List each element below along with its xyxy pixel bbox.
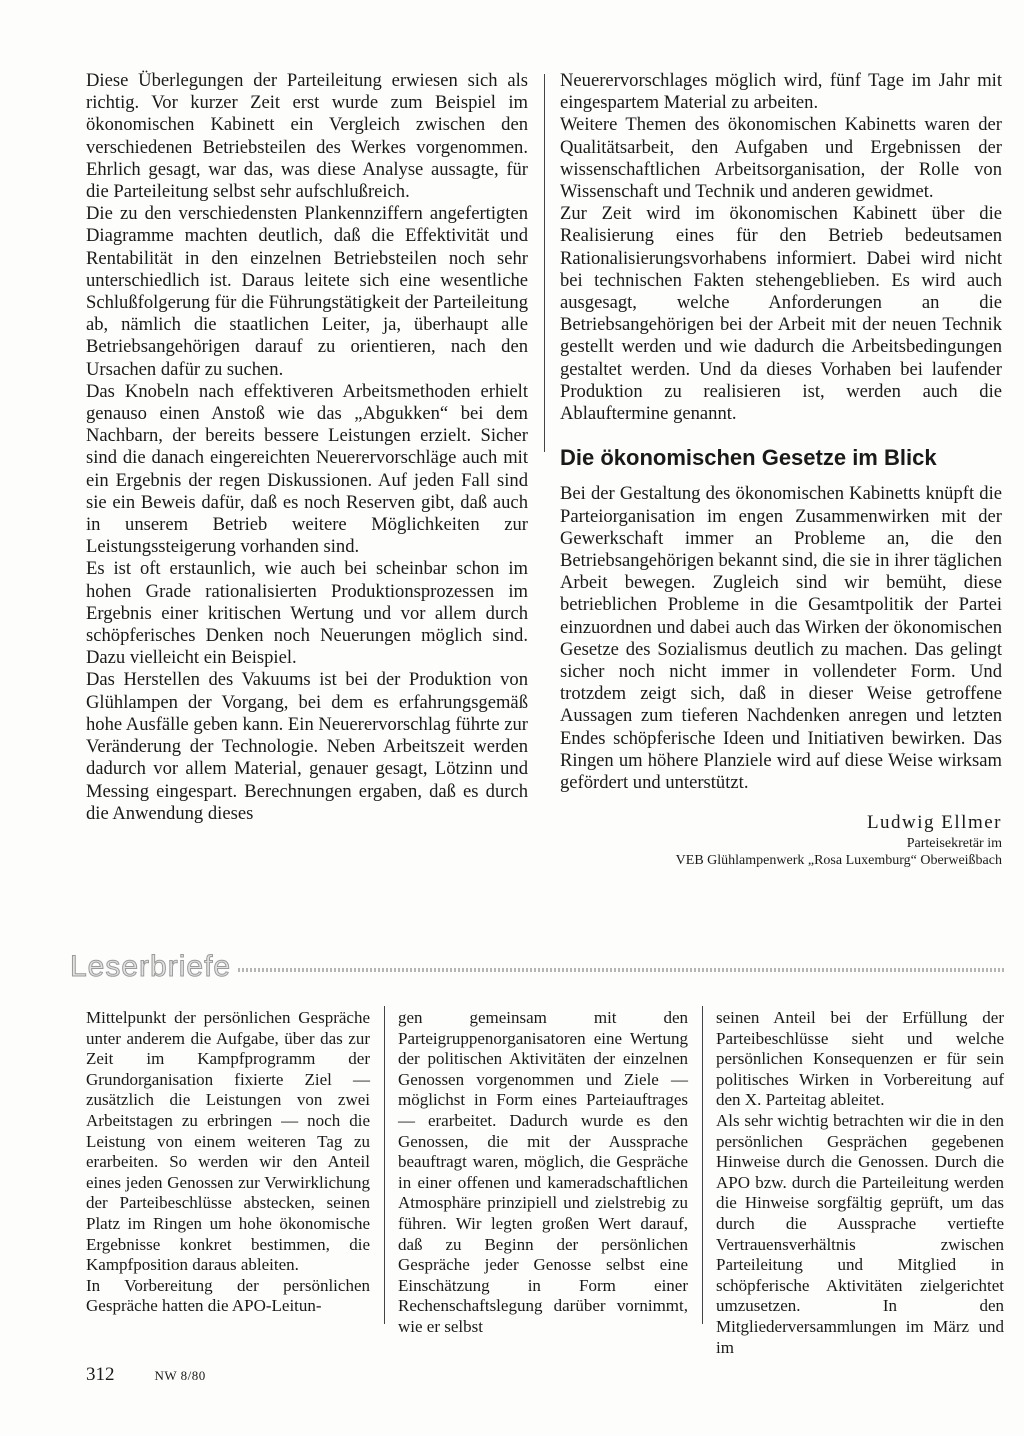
author-affiliation: VEB Glühlampenwerk „Rosa Luxemburg“ Oberweißbach: [675, 852, 1002, 868]
article-paragraph: Neuerervorschlages möglich wird, fünf Tage im Jahr mit eingespartem Material zu arbeiten.: [560, 70, 1002, 114]
article-paragraph: Die zu den verschiedensten Plankennziffern angefertigten Diagramme machten deutlich, daß die Effektivität und Rentabilität in den einzelnen Betriebsteilen noch sehr unterschiedlich ist. Daraus leitete sich eine wesentliche Schlußfolgerung für die Führungstätigkeit der Parteileitung ab, nämlich die staatlichen Leiter, ja, überhaupt alle Betriebsangehörigen darauf zu orientieren, nach den Ursachen dafür zu suchen.: [86, 203, 528, 380]
article-paragraph: Das Knobeln nach effektiveren Arbeitsmethoden erhielt genauso einen Anstoß wie das „Abgukken“ bei dem Nachbarn, der bereits bessere Leistungen erzielt. Sicher sind die danach eingereichten Neuerervorschläge auch mit ein Ergebnis der regen Diskussionen. Auf jeden Fall sind sie ein Beweis dafür, daß es noch Reserven gibt, daß auch in unserem Betrieb weitere Möglichkeiten zur Leistungssteigerung vorhanden sind.: [86, 380, 528, 558]
page-number: 312: [86, 1364, 115, 1385]
letters-column-2: [398, 1008, 688, 1338]
column-divider: [544, 74, 545, 452]
article-paragraph: Bei der Gestaltung des ökonomischen Kabinetts knüpft die Parteiorganisation im engen Zusammenwirken mit der Gewerkschaft immer an Probleme an, die den Betriebsangehörigen bekannt sind, die sie in ihrer täglichen Arbeit bewegen. Zugleich sind wir bemüht, diese betrieblichen Probleme in die Gesamtpolitik der Partei einzuordnen und dabei auch das Wirken der ökonomischen Gesetze des Sozialismus deutlich zu machen. Das gelingt sicher noch nicht immer in vollendeter Form. Und trotzdem zeigt sich, daß in dieser Weise getroffene Aussagen zum tieferen Nachdenken anregen und letzten Endes schöpferische Ideen und Initiativen bewirken. Das Ringen um höhere Planziele wird auf diese Weise wirksam gefördert und unterstützt.: [560, 483, 1002, 794]
page-footer: [86, 1364, 206, 1386]
author-name: Ludwig Ellmer: [866, 812, 1002, 834]
letter-paragraph: Als sehr wichtig betrachten wir die in den persönlichen Gesprächen gegebenen Hinweise durch die Genossen. Durch die APO bzw. durch die Parteileitung werden die Hinweise sorgfältig geprüft, um das durch die Aussprache vertiefte Vertrauensverhältnis zwischen Parteileitung und Mitglied in schöpferische Aktivitäten zielgerichtet umzusetzen. In den Mitgliederversammlungen im März und im: [716, 1110, 1004, 1357]
letters-column-1: [86, 1008, 370, 1317]
article-paragraph: Das Herstellen des Vakuums ist bei der Produktion von Glühlampen der Vorgang, bei dem es erfahrungsgemäß hohe Ausfälle geben kann. Ein Neuerervorschlag führte zur Veränderung der Technologie. Neben Arbeitszeit werden dadurch vor allem Material, genauer gesagt, Lötzinn und Messing eingespart. Berechnungen ergaben, daß es durch die Anwendung dieses: [86, 669, 528, 824]
issue-label: NW 8/80: [154, 1368, 206, 1383]
letters-column-3: [716, 1008, 1004, 1358]
article-column-left: [86, 70, 528, 825]
article-paragraph: Weitere Themen des ökonomischen Kabinetts waren der Qualitätsarbeit, den Aufgaben und Ergebnissen der wissenschaftlichen Arbeitsorganisation, der Rolle von Wissenschaft und Technik und anderen gewidmet.: [560, 114, 1002, 203]
section-heading: Die ökonomischen Gesetze im Blick: [560, 445, 937, 471]
author-role: Parteisekretär im: [906, 835, 1002, 851]
letter-paragraph: seinen Anteil bei der Erfüllung der Parteibeschlüsse sieht und welche persönlichen Konsequenzen er für sein politisches Wirken in Vorbereitung auf den X. Parteitag ableitet.: [716, 1008, 1004, 1110]
letter-paragraph: gen gemeinsam mit den Parteigruppenorganisatoren eine Wertung der politischen Aktivitäten der einzelnen Genossen vorgenommen und Ziele — möglichst in Form eines Parteiauftrages — erarbeitet. Dadurch wurde es den Genossen, die mit der Aussprache beauftragt waren, möglich, die Gespräche in einer offenen und kameradschaftlichen Atmosphäre prinzipiell und zielstrebig zu führen. Wir legten großen Wert darauf, daß zu Beginn der persönlichen Gespräche jeder Genosse selbst eine Einschätzung in Form einer Rechenschaftslegung darüber vornimmt, wie er selbst: [398, 1008, 688, 1336]
rubric-rule: [238, 968, 1004, 972]
rubric-banner: [70, 950, 1004, 984]
rubric-title: Leserbriefe: [70, 950, 232, 983]
article-paragraph: Es ist oft erstaunlich, wie auch bei scheinbar schon im hohen Grade rationalisierten Produktionsprozessen im Ergebnis einer kritischen Wertung und vor allem durch schöpferisches Denken noch Neuerungen möglich sind. Dazu vielleicht ein Beispiel.: [86, 558, 528, 669]
letter-paragraph: In Vorbereitung der persönlichen Gespräche hatten die APO-Leitun-: [86, 1275, 370, 1316]
article-column-right: [560, 70, 1002, 869]
author-signature: [560, 812, 1002, 868]
article-paragraph: Zur Zeit wird im ökonomischen Kabinett über die Realisierung eines für den Betrieb bedeutsamen Rationalisierungsvorhabens informiert. Dabei wird nicht bei technischen Fakten stehengeblieben. Es wird auch ausgesagt, welche Anforderungen an die Betriebsangehörigen bei der Arbeit mit der neuen Technik gestellt werden und wie dadurch die Arbeitsbedingungen gestaltet werden. Und da dieses Vorhaben bei laufender Produktion zu realisieren ist, werden auch die Ablauftermine genannt.: [560, 203, 1002, 425]
column-divider: [384, 1006, 385, 1324]
article-paragraph: Diese Überlegungen der Parteileitung erwiesen sich als richtig. Vor kurzer Zeit erst wurde zum Beispiel im ökonomischen Kabinett ein Vergleich zwischen den verschiedenen Betriebsteilen des Werkes vorgenommen. Ehrlich gesagt, war das, was diese Analyse aussagte, für die Parteileitung selbst sehr aufschlußreich.: [86, 70, 528, 203]
column-divider: [702, 1006, 703, 1324]
letter-paragraph: Mittelpunkt der persönlichen Gespräche unter anderem die Aufgabe, über das zur Zeit im Kampfprogramm der Grundorganisation fixierte Ziel — zusätzlich die Leistungen von zwei Arbeitstagen zu erbringen — noch die Leistung von einem weiteren Tag zu erarbeiten. So werden wir den Anteil eines jeden Genossen zur Verwirklichung der Parteibeschlüsse abstecken, seinen Platz im Ringen um hohe ökonomische Ergebnisse konkret bestimmen, die Kampfposition daraus ableiten.: [86, 1008, 370, 1275]
